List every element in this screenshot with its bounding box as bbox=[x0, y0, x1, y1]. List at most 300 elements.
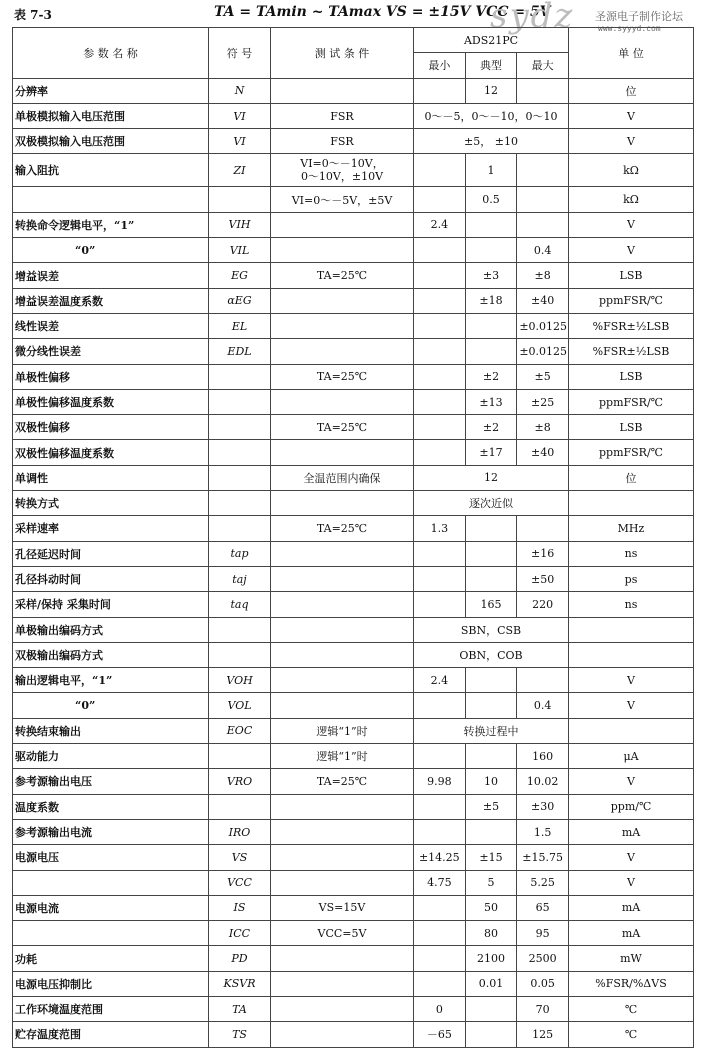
param-name: 孔径延迟时间 bbox=[13, 541, 209, 566]
symbol-cell bbox=[209, 794, 271, 819]
header-condition: 测 试 条 件 bbox=[271, 28, 414, 79]
typ-cell bbox=[465, 313, 517, 338]
condition-cell bbox=[271, 642, 414, 667]
unit-cell: ps bbox=[569, 566, 694, 591]
param-name: “0” bbox=[13, 693, 209, 718]
table-row bbox=[13, 996, 694, 1021]
param-name: 电源电流 bbox=[13, 895, 209, 920]
unit-cell: LSB bbox=[569, 263, 694, 288]
condition-cell: 逻辑“1”时 bbox=[271, 718, 414, 743]
watermark-logo: sydz bbox=[490, 0, 575, 36]
min-cell bbox=[414, 364, 466, 389]
condition-cell: FSR bbox=[271, 103, 414, 128]
condition-cell bbox=[271, 617, 414, 642]
max-cell: 5.25 bbox=[517, 870, 569, 895]
max-cell: 10.02 bbox=[517, 769, 569, 794]
param-name: 单极性偏移 bbox=[13, 364, 209, 389]
spec-table bbox=[12, 27, 694, 1048]
typ-cell: 10 bbox=[465, 769, 517, 794]
condition-cell: VI=0～－10V， 0～10V，±10V bbox=[271, 154, 414, 187]
min-cell: 9.98 bbox=[414, 769, 466, 794]
max-cell: 1.5 bbox=[517, 819, 569, 844]
table-row bbox=[13, 440, 694, 465]
min-cell: 0 bbox=[414, 996, 466, 1021]
param-name: 参考源输出电流 bbox=[13, 819, 209, 844]
typ-cell bbox=[465, 668, 517, 693]
table-row bbox=[13, 212, 694, 237]
max-cell: ±16 bbox=[517, 541, 569, 566]
param-name: 单极输出编码方式 bbox=[13, 617, 209, 642]
min-cell bbox=[414, 263, 466, 288]
min-cell bbox=[414, 339, 466, 364]
header-typ: 典型 bbox=[465, 53, 517, 78]
unit-cell: ppmFSR/℃ bbox=[569, 288, 694, 313]
symbol-cell bbox=[209, 389, 271, 414]
unit-cell: %FSR±½LSB bbox=[569, 313, 694, 338]
unit-cell: 位 bbox=[569, 78, 694, 103]
param-name: 微分线性误差 bbox=[13, 339, 209, 364]
param-name: 单极模拟输入电压范围 bbox=[13, 103, 209, 128]
symbol-cell: EG bbox=[209, 263, 271, 288]
table-row bbox=[13, 238, 694, 263]
condition-cell bbox=[271, 946, 414, 971]
typ-cell: 2100 bbox=[465, 946, 517, 971]
unit-cell: kΩ bbox=[569, 187, 694, 212]
unit-cell bbox=[569, 642, 694, 667]
min-cell bbox=[414, 971, 466, 996]
symbol-cell bbox=[209, 617, 271, 642]
value-span-cell: 0～－5，0～－10，0～10 bbox=[414, 103, 569, 128]
param-name: 转换方式 bbox=[13, 491, 209, 516]
param-name: 采样/保持 采集时间 bbox=[13, 592, 209, 617]
max-cell bbox=[517, 668, 569, 693]
unit-cell: V bbox=[569, 129, 694, 154]
header-unit: 单 位 bbox=[569, 28, 694, 79]
param-name: 输出逻辑电平，“1” bbox=[13, 668, 209, 693]
symbol-cell: VRO bbox=[209, 769, 271, 794]
typ-cell bbox=[465, 238, 517, 263]
table-row bbox=[13, 313, 694, 338]
symbol-cell: ICC bbox=[209, 921, 271, 946]
typ-cell bbox=[465, 693, 517, 718]
table-row bbox=[13, 187, 694, 212]
max-cell: 220 bbox=[517, 592, 569, 617]
max-cell: ±15.75 bbox=[517, 845, 569, 870]
symbol-cell: VOH bbox=[209, 668, 271, 693]
symbol-cell: N bbox=[209, 78, 271, 103]
condition-cell: FSR bbox=[271, 129, 414, 154]
min-cell bbox=[414, 541, 466, 566]
symbol-cell: IS bbox=[209, 895, 271, 920]
value-span-cell: ±5， ±10 bbox=[414, 129, 569, 154]
condition-cell bbox=[271, 212, 414, 237]
table-row bbox=[13, 1022, 694, 1047]
value-span-cell: 12 bbox=[414, 465, 569, 490]
value-span-cell: SBN，CSB bbox=[414, 617, 569, 642]
param-name: 驱动能力 bbox=[13, 744, 209, 769]
header-min: 最小 bbox=[414, 53, 466, 78]
typ-cell: ±17 bbox=[465, 440, 517, 465]
table-row bbox=[13, 491, 694, 516]
min-cell bbox=[414, 819, 466, 844]
symbol-cell: TA bbox=[209, 996, 271, 1021]
typ-cell: ±2 bbox=[465, 415, 517, 440]
condition-cell: VI=0～－5V，±5V bbox=[271, 187, 414, 212]
symbol-cell: αEG bbox=[209, 288, 271, 313]
symbol-cell: VIL bbox=[209, 238, 271, 263]
max-cell: ±40 bbox=[517, 440, 569, 465]
symbol-cell: VI bbox=[209, 103, 271, 128]
table-row bbox=[13, 668, 694, 693]
unit-cell: mA bbox=[569, 895, 694, 920]
table-row bbox=[13, 465, 694, 490]
unit-cell: MHz bbox=[569, 516, 694, 541]
symbol-cell: ZI bbox=[209, 154, 271, 187]
min-cell bbox=[414, 313, 466, 338]
typ-cell bbox=[465, 996, 517, 1021]
condition-cell bbox=[271, 668, 414, 693]
table-row bbox=[13, 516, 694, 541]
condition-cell: VCC=5V bbox=[271, 921, 414, 946]
max-cell bbox=[517, 154, 569, 187]
param-name: 转换命令逻辑电平，“1” bbox=[13, 212, 209, 237]
max-cell: ±40 bbox=[517, 288, 569, 313]
param-name: 电源电压 bbox=[13, 845, 209, 870]
symbol-cell bbox=[209, 516, 271, 541]
symbol-cell: EDL bbox=[209, 339, 271, 364]
max-cell: ±8 bbox=[517, 263, 569, 288]
condition-cell: TA=25℃ bbox=[271, 516, 414, 541]
condition-cell: TA=25℃ bbox=[271, 263, 414, 288]
watermark-url: www.syyyd.com bbox=[598, 24, 661, 33]
max-cell: ±30 bbox=[517, 794, 569, 819]
condition-cell bbox=[271, 288, 414, 313]
param-name: 双极输出编码方式 bbox=[13, 642, 209, 667]
condition-cell bbox=[271, 440, 414, 465]
table-number: 表 7-3 bbox=[14, 8, 52, 22]
max-cell: ±50 bbox=[517, 566, 569, 591]
param-name: 双极模拟输入电压范围 bbox=[13, 129, 209, 154]
table-row bbox=[13, 744, 694, 769]
condition-cell: VS=15V bbox=[271, 895, 414, 920]
spec-body bbox=[13, 78, 694, 1047]
unit-cell: V bbox=[569, 845, 694, 870]
symbol-cell bbox=[209, 440, 271, 465]
table-row bbox=[13, 946, 694, 971]
condition-cell bbox=[271, 870, 414, 895]
param-name: 增益误差 bbox=[13, 263, 209, 288]
typ-cell: ±2 bbox=[465, 364, 517, 389]
param-name: 双极性偏移温度系数 bbox=[13, 440, 209, 465]
max-cell: ±25 bbox=[517, 389, 569, 414]
typ-cell: 12 bbox=[465, 78, 517, 103]
symbol-cell: KSVR bbox=[209, 971, 271, 996]
typ-cell: ±18 bbox=[465, 288, 517, 313]
condition-cell bbox=[271, 996, 414, 1021]
param-name: 参考源输出电压 bbox=[13, 769, 209, 794]
header-max: 最大 bbox=[517, 53, 569, 78]
symbol-cell: VOL bbox=[209, 693, 271, 718]
min-cell bbox=[414, 415, 466, 440]
symbol-cell: VIH bbox=[209, 212, 271, 237]
value-span-cell: 逐次近似 bbox=[414, 491, 569, 516]
min-cell: ±14.25 bbox=[414, 845, 466, 870]
condition-cell bbox=[271, 845, 414, 870]
condition-cell: TA=25℃ bbox=[271, 769, 414, 794]
symbol-cell: EOC bbox=[209, 718, 271, 743]
max-cell: ±0.0125 bbox=[517, 313, 569, 338]
condition-cell: TA=25℃ bbox=[271, 415, 414, 440]
max-cell bbox=[517, 212, 569, 237]
typ-cell: 165 bbox=[465, 592, 517, 617]
symbol-cell: VS bbox=[209, 845, 271, 870]
unit-cell: V bbox=[569, 103, 694, 128]
typ-cell: ±5 bbox=[465, 794, 517, 819]
min-cell bbox=[414, 592, 466, 617]
unit-cell: mA bbox=[569, 819, 694, 844]
unit-cell: ℃ bbox=[569, 996, 694, 1021]
table-row bbox=[13, 541, 694, 566]
condition-cell: TA=25℃ bbox=[271, 364, 414, 389]
table-row bbox=[13, 819, 694, 844]
unit-cell: LSB bbox=[569, 364, 694, 389]
param-name: 贮存温度范围 bbox=[13, 1022, 209, 1047]
typ-cell: 50 bbox=[465, 895, 517, 920]
symbol-cell: taq bbox=[209, 592, 271, 617]
unit-cell: ppm/℃ bbox=[569, 794, 694, 819]
min-cell: 2.4 bbox=[414, 212, 466, 237]
unit-cell: ppmFSR/℃ bbox=[569, 389, 694, 414]
condition-cell bbox=[271, 971, 414, 996]
max-cell: 0.05 bbox=[517, 971, 569, 996]
unit-cell: mW bbox=[569, 946, 694, 971]
min-cell bbox=[414, 440, 466, 465]
symbol-cell bbox=[209, 465, 271, 490]
table-row bbox=[13, 154, 694, 187]
table-row bbox=[13, 693, 694, 718]
value-span-cell: OBN，COB bbox=[414, 642, 569, 667]
table-row bbox=[13, 794, 694, 819]
max-cell: 2500 bbox=[517, 946, 569, 971]
min-cell bbox=[414, 389, 466, 414]
typ-cell bbox=[465, 541, 517, 566]
condition-cell bbox=[271, 794, 414, 819]
symbol-cell bbox=[209, 187, 271, 212]
param-name: 分辨率 bbox=[13, 78, 209, 103]
max-cell: 0.4 bbox=[517, 693, 569, 718]
table-row bbox=[13, 971, 694, 996]
min-cell bbox=[414, 238, 466, 263]
param-name: 工作环境温度范围 bbox=[13, 996, 209, 1021]
min-cell bbox=[414, 78, 466, 103]
table-row bbox=[13, 870, 694, 895]
unit-cell bbox=[569, 491, 694, 516]
header-symbol: 符 号 bbox=[209, 28, 271, 79]
typ-cell bbox=[465, 1022, 517, 1047]
condition-cell: 全温范围内确保 bbox=[271, 465, 414, 490]
param-name: 线性误差 bbox=[13, 313, 209, 338]
table-row bbox=[13, 617, 694, 642]
table-row bbox=[13, 845, 694, 870]
table-row bbox=[13, 592, 694, 617]
param-name: 功耗 bbox=[13, 946, 209, 971]
max-cell bbox=[517, 78, 569, 103]
param-name: 输入阻抗 bbox=[13, 154, 209, 187]
min-cell bbox=[414, 693, 466, 718]
table-row bbox=[13, 718, 694, 743]
symbol-cell bbox=[209, 491, 271, 516]
max-cell: ±5 bbox=[517, 364, 569, 389]
condition-cell bbox=[271, 491, 414, 516]
unit-cell: V bbox=[569, 870, 694, 895]
header-device: ADS21PC bbox=[414, 28, 569, 53]
unit-cell: μA bbox=[569, 744, 694, 769]
condition-cell bbox=[271, 238, 414, 263]
table-row bbox=[13, 364, 694, 389]
min-cell bbox=[414, 744, 466, 769]
param-name bbox=[13, 187, 209, 212]
symbol-cell: IRO bbox=[209, 819, 271, 844]
symbol-cell: taj bbox=[209, 566, 271, 591]
max-cell: 0.4 bbox=[517, 238, 569, 263]
table-row bbox=[13, 566, 694, 591]
table-row bbox=[13, 389, 694, 414]
symbol-cell: TS bbox=[209, 1022, 271, 1047]
param-name: 增益误差温度系数 bbox=[13, 288, 209, 313]
unit-cell: V bbox=[569, 668, 694, 693]
symbol-cell: VI bbox=[209, 129, 271, 154]
table-row bbox=[13, 769, 694, 794]
table-row bbox=[13, 642, 694, 667]
max-cell: 95 bbox=[517, 921, 569, 946]
watermark-name: 圣源电子制作论坛 bbox=[595, 10, 683, 23]
unit-cell: V bbox=[569, 693, 694, 718]
typ-cell: ±15 bbox=[465, 845, 517, 870]
condition-cell: 逻辑“1”时 bbox=[271, 744, 414, 769]
min-cell bbox=[414, 154, 466, 187]
condition-cell bbox=[271, 339, 414, 364]
table-row bbox=[13, 921, 694, 946]
param-name: 孔径抖动时间 bbox=[13, 566, 209, 591]
unit-cell: V bbox=[569, 769, 694, 794]
unit-cell: %FSR±½LSB bbox=[569, 339, 694, 364]
param-name: 温度系数 bbox=[13, 794, 209, 819]
condition-cell bbox=[271, 693, 414, 718]
unit-cell: LSB bbox=[569, 415, 694, 440]
value-span-cell: 转换过程中 bbox=[414, 718, 569, 743]
unit-cell: V bbox=[569, 238, 694, 263]
unit-cell: kΩ bbox=[569, 154, 694, 187]
param-name: 单调性 bbox=[13, 465, 209, 490]
typ-cell: 80 bbox=[465, 921, 517, 946]
symbol-cell: VCC bbox=[209, 870, 271, 895]
symbol-cell: tap bbox=[209, 541, 271, 566]
condition-cell bbox=[271, 566, 414, 591]
param-name bbox=[13, 921, 209, 946]
unit-cell: ℃ bbox=[569, 1022, 694, 1047]
condition-cell bbox=[271, 78, 414, 103]
unit-cell: ns bbox=[569, 592, 694, 617]
table-row bbox=[13, 895, 694, 920]
min-cell: －65 bbox=[414, 1022, 466, 1047]
typ-cell: 5 bbox=[465, 870, 517, 895]
typ-cell bbox=[465, 566, 517, 591]
max-cell: 160 bbox=[517, 744, 569, 769]
unit-cell bbox=[569, 718, 694, 743]
unit-cell: mA bbox=[569, 921, 694, 946]
symbol-cell: PD bbox=[209, 946, 271, 971]
param-name: 电源电压抑制比 bbox=[13, 971, 209, 996]
typ-cell: ±13 bbox=[465, 389, 517, 414]
condition-cell bbox=[271, 1022, 414, 1047]
max-cell bbox=[517, 516, 569, 541]
table-row bbox=[13, 263, 694, 288]
typ-cell: ±3 bbox=[465, 263, 517, 288]
table-row bbox=[13, 339, 694, 364]
symbol-cell: EL bbox=[209, 313, 271, 338]
condition-cell bbox=[271, 313, 414, 338]
param-name bbox=[13, 870, 209, 895]
unit-cell: V bbox=[569, 212, 694, 237]
max-cell: ±8 bbox=[517, 415, 569, 440]
min-cell bbox=[414, 566, 466, 591]
unit-cell: ns bbox=[569, 541, 694, 566]
param-name: 双极性偏移 bbox=[13, 415, 209, 440]
max-cell: 70 bbox=[517, 996, 569, 1021]
unit-cell bbox=[569, 617, 694, 642]
condition-cell bbox=[271, 819, 414, 844]
typ-cell bbox=[465, 516, 517, 541]
max-cell bbox=[517, 187, 569, 212]
condition-cell bbox=[271, 541, 414, 566]
typ-cell: 1 bbox=[465, 154, 517, 187]
symbol-cell bbox=[209, 642, 271, 667]
unit-cell: ppmFSR/℃ bbox=[569, 440, 694, 465]
param-name: 采样速率 bbox=[13, 516, 209, 541]
max-cell: 125 bbox=[517, 1022, 569, 1047]
header-param: 参 数 名 称 bbox=[13, 28, 209, 79]
typ-cell: 0.5 bbox=[465, 187, 517, 212]
typ-cell bbox=[465, 744, 517, 769]
min-cell bbox=[414, 794, 466, 819]
min-cell: 2.4 bbox=[414, 668, 466, 693]
min-cell bbox=[414, 946, 466, 971]
condition-cell bbox=[271, 592, 414, 617]
min-cell bbox=[414, 921, 466, 946]
min-cell bbox=[414, 288, 466, 313]
typ-cell: 0.01 bbox=[465, 971, 517, 996]
table-row bbox=[13, 78, 694, 103]
symbol-cell bbox=[209, 415, 271, 440]
max-cell: ±0.0125 bbox=[517, 339, 569, 364]
table-row bbox=[13, 415, 694, 440]
table-row bbox=[13, 288, 694, 313]
symbol-cell bbox=[209, 744, 271, 769]
table-row bbox=[13, 129, 694, 154]
param-name: 单极性偏移温度系数 bbox=[13, 389, 209, 414]
typ-cell bbox=[465, 819, 517, 844]
min-cell bbox=[414, 895, 466, 920]
symbol-cell bbox=[209, 364, 271, 389]
unit-cell: 位 bbox=[569, 465, 694, 490]
param-name: “0” bbox=[13, 238, 209, 263]
param-name: 转换结束输出 bbox=[13, 718, 209, 743]
min-cell bbox=[414, 187, 466, 212]
min-cell: 1.3 bbox=[414, 516, 466, 541]
table-row bbox=[13, 103, 694, 128]
table-conditions: TA = TAmin ~ TAmax VS = ±15V VCC = 5V bbox=[214, 4, 551, 20]
condition-cell bbox=[271, 389, 414, 414]
